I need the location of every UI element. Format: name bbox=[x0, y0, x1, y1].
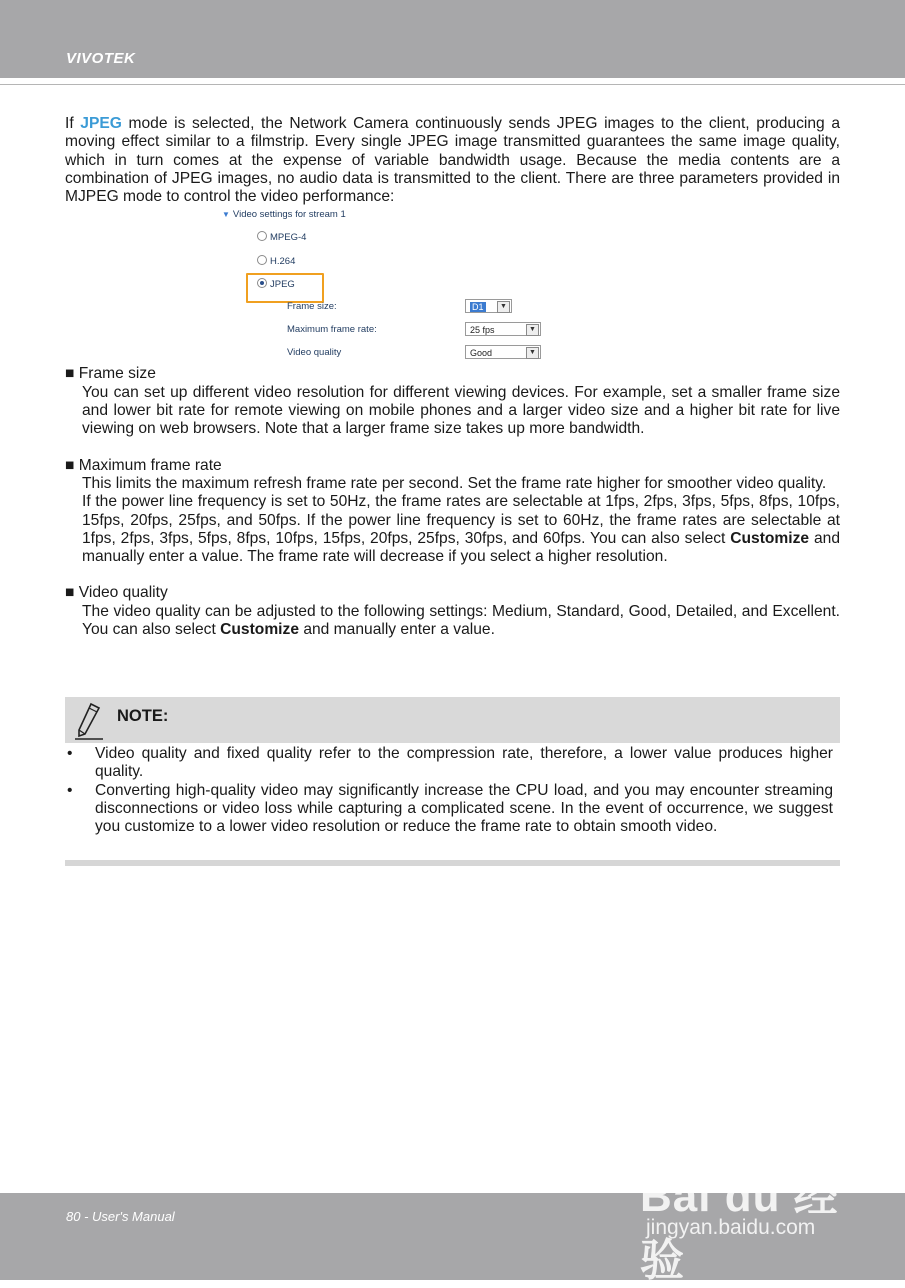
radio-icon bbox=[257, 231, 267, 241]
dropdown-arrow-icon: ▼ bbox=[526, 347, 539, 359]
radio-h264-label: H.264 bbox=[270, 256, 296, 268]
section-frame-size bbox=[65, 365, 840, 438]
jpeg-highlight: JPEG bbox=[80, 115, 122, 132]
note-label: NOTE: bbox=[117, 707, 169, 725]
video-quality-value: Good bbox=[470, 348, 493, 359]
bullet: • bbox=[67, 781, 73, 799]
stream-settings-title-text: Video settings for stream 1 bbox=[232, 209, 346, 221]
text-run: The video quality can be adjusted to the following settings: Medium, Standard, Good, Detailed, and Excellent. You can also select bbox=[82, 602, 840, 639]
radio-h264[interactable] bbox=[257, 255, 295, 267]
note-bottom-rule bbox=[65, 860, 840, 866]
section-title: ■ Frame size bbox=[65, 365, 156, 383]
video-quality-label: Video quality bbox=[287, 347, 342, 359]
list-item bbox=[65, 782, 833, 837]
intro-paragraph bbox=[65, 115, 840, 206]
page-header bbox=[0, 0, 905, 78]
brand-logo: VIVOTEK bbox=[66, 50, 136, 67]
jpeg-highlight-frame bbox=[246, 273, 324, 303]
section-body bbox=[65, 603, 840, 640]
section-title: ■ Video quality bbox=[65, 584, 168, 602]
section-body bbox=[65, 493, 840, 566]
intro-pre: If bbox=[65, 115, 81, 132]
radio-mpeg4[interactable] bbox=[257, 231, 306, 243]
section-max-frame-rate bbox=[65, 457, 840, 567]
watermark-url: jingyan.baidu.com bbox=[646, 1216, 816, 1239]
frame-size-select[interactable] bbox=[465, 299, 512, 313]
section-body: This limits the maximum refresh frame rate per second. Set the frame rate higher for smoother video quality. bbox=[82, 474, 827, 492]
customize-keyword: Customize bbox=[730, 529, 810, 547]
text-run: and manually enter a value. bbox=[299, 621, 495, 639]
customize-keyword: Customize bbox=[220, 621, 299, 639]
frame-size-label: Frame size: bbox=[287, 301, 337, 313]
radio-mpeg4-label: MPEG-4 bbox=[270, 232, 307, 244]
video-quality-select[interactable] bbox=[465, 345, 541, 359]
radio-jpeg-label: JPEG bbox=[270, 279, 295, 291]
pencil-icon bbox=[73, 702, 105, 740]
max-frame-rate-select[interactable] bbox=[465, 322, 541, 336]
intro-post: mode is selected, the Network Camera continuously sends JPEG images to the client, producing a moving effect similar to a filmstrip. Every single JPEG image transmitted guarantees the same image quality, which in turn comes at the expense of variable bandwidth usage. Because the media contents are a combination of JPEG images, no audio data is transmitted to the client. There are three parameters provided in MJPEG mode to control the video performance: bbox=[65, 115, 840, 206]
list-item bbox=[65, 745, 833, 782]
spacer bbox=[65, 439, 840, 457]
baidu-watermark bbox=[640, 1160, 860, 1285]
section-body: You can set up different video resolution for different viewing devices. For example, set a smaller frame size and lower bit rate for remote viewing on mobile phones and a larger video size and a higher bit rate for live viewing on web browsers. Note that a larger frame size takes up more bandwidth. bbox=[82, 383, 840, 438]
section-video-quality bbox=[65, 584, 840, 639]
frame-size-value: D1 bbox=[472, 302, 484, 313]
header-rule bbox=[0, 84, 905, 85]
list-item-text: Converting high-quality video may significantly increase the CPU load, and you may encounter streaming disconnections or video loss while capturing a complicated scene. In the event of occurrence, we suggest you customize to a lower video resolution or reduce the frame rate to obtain smooth video. bbox=[95, 781, 833, 836]
main-content bbox=[65, 115, 840, 639]
video-settings-screenshot bbox=[65, 209, 840, 365]
chevron-down-icon: ▼ bbox=[222, 210, 230, 220]
bullet: • bbox=[67, 745, 73, 762]
dropdown-arrow-icon: ▼ bbox=[526, 324, 539, 336]
stream-settings-title bbox=[222, 209, 346, 220]
max-frame-rate-value: 25 fps bbox=[470, 325, 495, 336]
max-frame-rate-label: Maximum frame rate: bbox=[287, 324, 377, 336]
page-number: 80 - User's Manual bbox=[66, 1209, 175, 1224]
list-item-text: Video quality and fixed quality refer to the compression rate, therefore, a lower value produces higher quality. bbox=[95, 745, 833, 781]
text-run: and manually enter a value. The frame rate will decrease if you select a higher resolution. bbox=[82, 529, 840, 566]
text-run: If the power line frequency is set to 50Hz, the frame rates are selectable at 1fps, 2fps, 3fps, 5fps, 8fps, 10fps, 15fps, 20fps, 25fps, and 50fps. If the power line frequency is set to 60Hz, the frame rates are selectable at 1fps, 2fps, 3fps, 5fps, 8fps, 10fps, 15fps, 20fps, 25fps, 30fps, and 60fps. You can also select bbox=[82, 493, 840, 547]
note-list bbox=[65, 745, 833, 836]
note-box bbox=[65, 697, 840, 743]
section-title: ■ Maximum frame rate bbox=[65, 456, 222, 474]
dropdown-arrow-icon: ▼ bbox=[497, 301, 510, 313]
spacer bbox=[65, 566, 840, 584]
radio-icon bbox=[257, 255, 267, 265]
watermark-brand: Bai du 经验 bbox=[640, 1172, 839, 1285]
